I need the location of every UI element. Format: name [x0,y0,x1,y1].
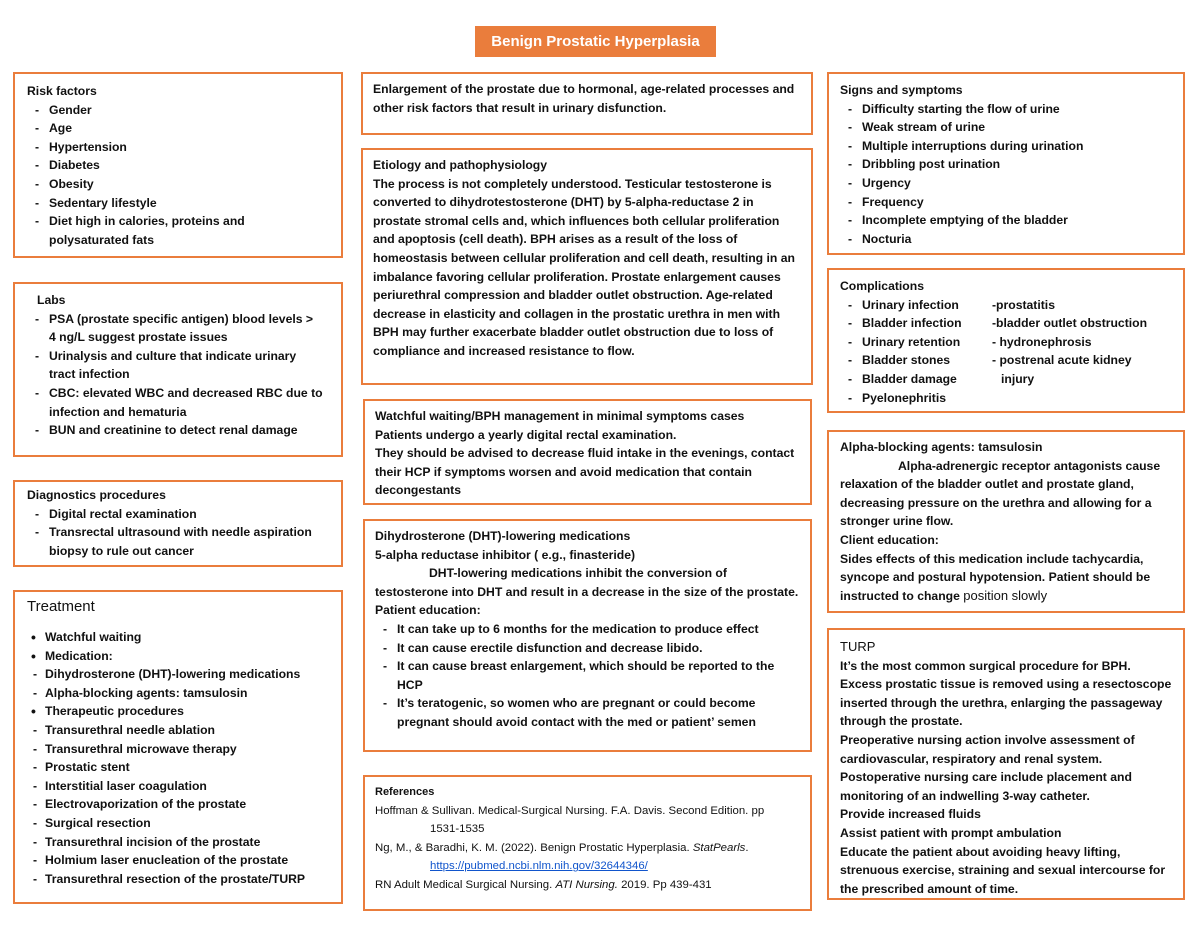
list-item: - Frequency [840,193,1173,212]
etiology-box [361,148,813,385]
list-item: • Therapeutic procedures [27,702,331,721]
list-item: - Transurethral resection of the prostate/TURP [27,870,331,889]
complications-box [827,268,1185,413]
labs-heading: Labs [37,293,66,307]
list-item: - Electrovaporization of the prostate [27,795,331,814]
list-item: - Dihydrosterone (DHT)-lowering medications [27,665,331,684]
reference-text: 2019. Pp 439-431 [617,878,712,891]
dht-box [363,519,812,752]
turp-line: Excess prostatic tissue is removed using a resectoscope inserted through the urethra, enlarging the passageway through the prostate. [840,677,1172,729]
turp-line: Provide increased fluids [840,807,981,822]
reference-text: RN Adult Medical Surgical Nursing. [375,878,556,891]
alpha-education [840,550,1173,606]
turp-box [827,628,1185,900]
list-item: - Hypertension [27,138,331,157]
list-item: - Surgical resection [27,814,331,833]
alpha-education-label: Client education: [840,532,939,547]
diagnostics-heading: Diagnostics procedures [27,488,166,502]
list-item: - Pyelonephritis [840,389,992,408]
turp-line: Postoperative nursing care include placement and monitoring of an indwelling 3-way catheter. [840,770,1132,803]
list-item: - Urinalysis and culture that indicate urinary tract infection [27,347,323,384]
risk-factors-box [13,72,343,258]
dht-subheading: 5-alpha reductase inhibitor ( e.g., finasteride) [375,547,636,562]
list-item: - Holmium laser enucleation of the prostate [27,851,331,870]
list-item: - Nocturia [840,230,1173,249]
list-item: - Urgency [840,174,1173,193]
complications-heading: Complications [840,279,924,293]
list-item: - hydronephrosis [992,334,1092,349]
turp-line: Educate the patient about avoiding heavy lifting, strenuous exercise, straining and sexual intercourse for the prescribed amount of time. [840,844,1166,896]
list-item: • Medication: [27,647,331,666]
reference-item: Hoffman & Sullivan. Medical-Surgical Nursing. F.A. Davis. Second Edition. pp [375,804,765,817]
list-item: - PSA (prostate specific antigen) blood levels > 4 ng/L suggest prostate issues [27,310,323,347]
list-item: - Transurethral needle ablation [27,721,331,740]
list-item: - Transrectal ultrasound with needle aspiration biopsy to rule out cancer [27,523,331,560]
turp-line: It’s the most common surgical procedure for BPH. [840,658,1131,673]
page-title: Benign Prostatic Hyperplasia [475,26,716,57]
watchful-line: They should be advised to decrease fluid intake in the evenings, contact their HCP if symptoms worsen and avoid medication that contain decongestants [375,446,795,498]
watchful-line: Patients undergo a yearly digital rectal examination. [375,427,677,442]
list-item: - It can cause erectile disfunction and decrease libido. [375,639,796,658]
alpha-box [827,430,1185,613]
list-item: injury [1001,371,1035,386]
dht-education-label: Patient education: [375,603,481,618]
list-item: - Transurethral incision of the prostate [27,833,331,852]
turp-line: Preoperative nursing action involve assessment of cardiovascular, respiratory and renal system. [840,732,1135,766]
list-item: - Gender [27,101,331,120]
alpha-education-tail: position slowly [963,587,1048,603]
complications-grid [840,296,1175,408]
watchful-heading: Watchful waiting/BPH management in minimal symptoms cases [375,409,745,423]
list-item: - Obesity [27,175,331,194]
list-item: - Interstitial laser coagulation [27,777,331,796]
references-heading: References [375,786,435,798]
list-item: - It’s teratogenic, so women who are pregnant or could become pregnant should avoid contact with the med or patient’ semen [375,694,796,731]
list-item: - CBC: elevated WBC and decreased RBC due to infection and hematuria [27,384,323,421]
list-item: - Bladder damage [840,370,992,389]
list-item: - Weak stream of urine [840,118,1173,137]
treatment-box [13,590,343,904]
list-item: - Bladder infection [840,314,992,333]
list-item: - Difficulty starting the flow of urine [840,100,1173,119]
list-item: - Bladder stones [840,351,992,370]
etiology-text: The process is not completely understood. Testicular testosterone is converted to dihydrotestosterone (DHT) by 5-alpha-reductase 2 in prostate stromal cells and, which influences both cellular proliferation and apoptosis (cell death). BPH arises as a result of the loss of homeostasis between cellular proliferation and cell death, resulting in an imbalance favoring cellular proliferation. Prostate enlargement causes periurethral compression and bladder outlet obstruction. Age-related decrease in elasticity and collagen in the prostatic urethra in men with BPH may further exacerbate bladder outlet obstruction due to loss of compliance and increased resistance to flow. [373,176,795,358]
reference-link[interactable]: https://pubmed.ncbi.nlm.nih.gov/32644346/ [430,860,648,873]
reference-link-row [375,857,800,876]
turp-line: Assist patient with prompt ambulation [840,825,1062,840]
risk-factors-heading: Risk factors [27,84,97,98]
treatment-heading: Treatment [27,598,95,615]
reference-text: Ng, M., & Baradhi, K. M. (2022). Benign Prostatic Hyperplasia. [375,841,693,854]
definition-text: Enlargement of the prostate due to hormonal, age-related processes and other risk factors that result in urinary disfunction. [373,82,795,115]
list-item: - It can cause breast enlargement, which should be reported to the HCP [375,657,796,694]
diagnostics-box [13,480,343,567]
list-item: - Prostatic stent [27,758,331,777]
list-item: - Incomplete emptying of the bladder [840,211,1173,230]
list-item: - postrenal acute kidney [992,353,1132,368]
list-item: • Watchful waiting [27,628,331,647]
list-item: - BUN and creatinine to detect renal damage [27,421,323,440]
definition-box [361,72,813,135]
alpha-description: Alpha-adrenergic receptor antagonists cause relaxation of the bladder outlet and prostate gland, decreasing pressure on the urethra and allowing for a stronger urine flow. [840,458,1161,529]
turp-heading: TURP [840,639,876,654]
list-item [992,389,1175,408]
references-box [363,775,812,911]
list-item: - Urinary infection [840,296,992,315]
list-item: - Diabetes [27,156,331,175]
dht-description: DHT-lowering medications inhibit the conversion of testosterone into DHT and result in a decrease in the size of the prostate. [375,566,799,599]
reference-italic: StatPearls [692,841,746,854]
list-item: - Age [27,119,331,138]
labs-box [13,282,343,457]
reference-italic: ATI Nursing. [555,878,618,891]
reference-item [375,876,800,895]
list-item: -prostatitis [992,297,1055,312]
list-item: - Sedentary lifestyle [27,194,331,213]
reference-item-cont: 1531-1535 [430,823,485,836]
list-item: - Multiple interruptions during urination [840,137,1173,156]
list-item: - Alpha-blocking agents: tamsulosin [27,684,331,703]
dht-heading: Dihydrosterone (DHT)-lowering medications [375,529,631,543]
list-item: - Urinary retention [840,333,992,352]
watchful-box [363,399,812,505]
list-item: - It can take up to 6 months for the medication to produce effect [375,620,796,639]
list-item: - Transurethral microwave therapy [27,740,331,759]
reference-item [375,839,800,858]
alpha-education-text: Sides effects of this medication include tachycardia, syncope and postural hypotension. Patient should be instructed to change [840,551,1151,603]
alpha-heading: Alpha-blocking agents: tamsulosin [840,440,1043,454]
list-item: - Digital rectal examination [27,505,331,524]
reference-text: . [745,841,749,854]
list-item: - Dribbling post urination [840,155,1173,174]
etiology-heading: Etiology and pathophysiology [373,158,548,172]
list-item: -bladder outlet obstruction [992,316,1148,331]
signs-heading: Signs and symptoms [840,83,963,97]
signs-box [827,72,1185,255]
list-item: - Diet high in calories, proteins and polysaturated fats [27,212,331,249]
